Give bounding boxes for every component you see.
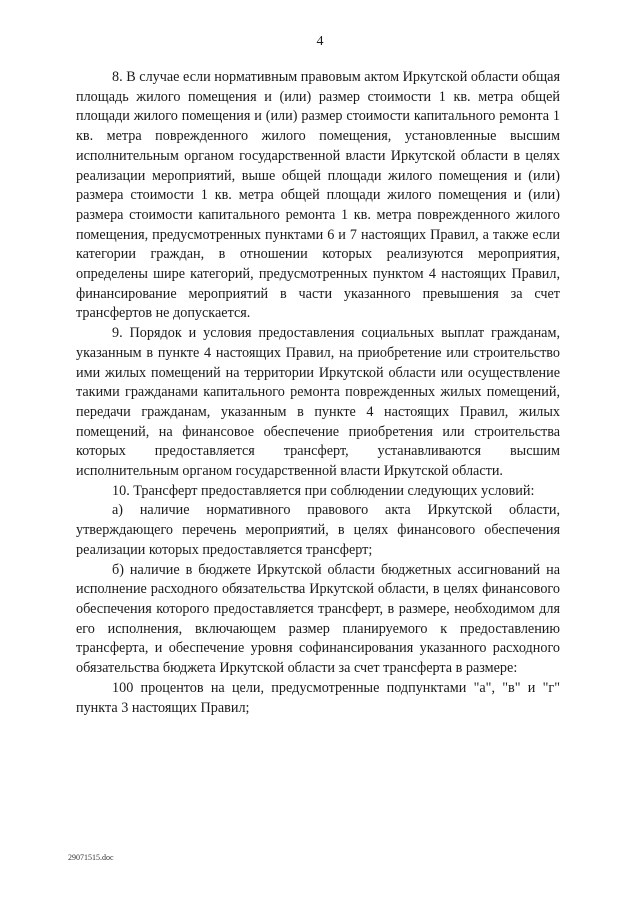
document-body — [76, 68, 560, 718]
subparagraph-b: б) наличие в бюджете Иркутской области бюджетных ассигнований на исполнение расходного обязательства Иркутской области, в целях финансового обеспечения которого предоставляется трансферт, в размере, необходимом для его исполнения, включающем размер планируемого к предоставлению трансферта, и обеспечение уровня софинансирования указанного расходного обязательства бюджета Иркутской области за счет трансферта в размере: — [76, 561, 560, 677]
paragraph-10: 10. Трансферт предоставляется при соблюдении следующих условий: — [112, 482, 535, 499]
document-filename: 29071515.doc — [68, 853, 114, 862]
paragraph-9: 9. Порядок и условия предоставления социальных выплат гражданам, указанным в пункте 4 настоящих Правил, на приобретение или строительство ими жилых помещений на территории Иркутской области или осуществление такими гражданами капитального ремонта поврежденных жилых помещений, передачи гражданам, указанным в пункте 4 настоящих Правил, жилых помещений, на финансовое обеспечение приобретения или строительства которых предоставляется трансферт, устанавливаются высшим исполнительным органом государственной власти Иркутской области. — [76, 325, 560, 480]
subparagraph-a: а) наличие нормативного правового акта Иркутской области, утверждающего перечень мероприятий, в целях финансового обеспечения реализации которых предоставляется трансферт; — [76, 502, 560, 558]
funding-percentage: 100 процентов на цели, предусмотренные подпунктами "а", "в" и "г" пункта 3 настоящих Правил; — [76, 679, 560, 716]
page-number: 4 — [316, 34, 324, 49]
paragraph-8: 8. В случае если нормативным правовым актом Иркутской области общая площадь жилого помещения и (или) размер стоимости 1 кв. метра общей площади жилого помещения и (или) размер стоимости капитального ремонта 1 кв. метра поврежденного жилого помещения, установленные высшим исполнительным органом государственной власти Иркутской области в целях реализации мероприятий, выше общей площади жилого помещения и (или) размера стоимости 1 кв. метра общей площади жилого помещения и (или) размера стоимости капитального ремонта 1 кв. метра поврежденного жилого помещения, предусмотренных пунктами 6 и 7 настоящих Правил, а также если категории граждан, в отношении которых реализуются мероприятия, определены шире категорий, предусмотренных пунктом 4 настоящих Правил, финансирование мероприятий в части указанного превышения за счет трансфертов не допускается. — [76, 69, 560, 322]
